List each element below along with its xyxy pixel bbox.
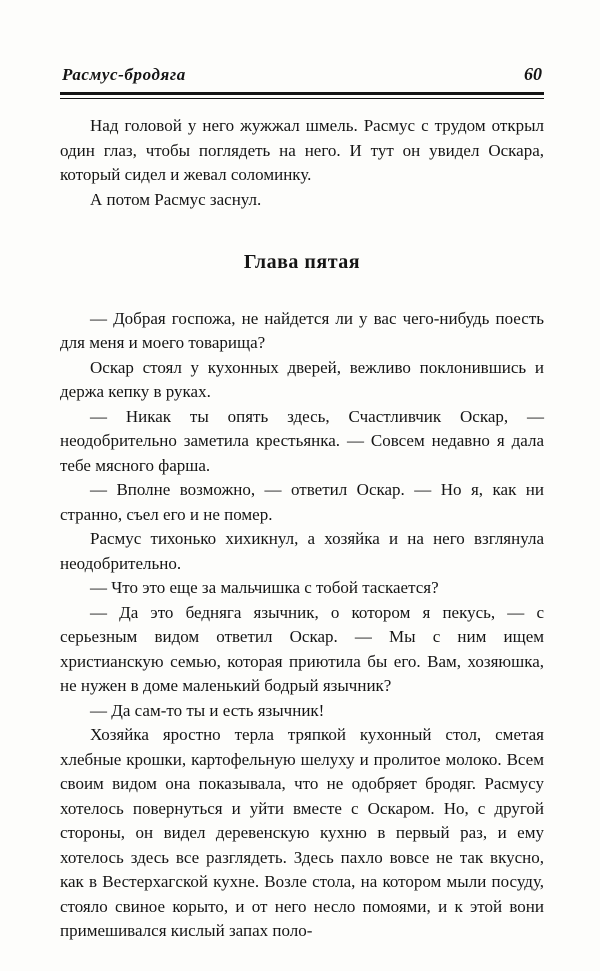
paragraph: Оскар стоял у кухонных дверей, вежливо поклонившись и держа кепку в руках.: [60, 357, 544, 401]
page-number: 60: [524, 64, 542, 84]
paragraph: — Что это еще за мальчишка с тобой таскается?: [90, 578, 439, 597]
page-header: [60, 64, 544, 92]
header-rule: [60, 92, 544, 99]
paragraph: — Да сам-то ты и есть язычник!: [90, 700, 325, 720]
chapter-heading: Глава пятая: [243, 251, 361, 273]
paragraph: — Добрая госпожа, не найдется ли у вас чего-нибудь поесть для меня и моего товарища?: [60, 308, 544, 352]
page-body: [60, 114, 544, 944]
paragraph: — Да это бедняга язычник, о котором я пекусь, — с серьезным видом ответил Оскар. — Мы с ним ищем христианскую семью, которая приютила бы его. Вам, хозяюшка, не нужен в доме маленький бодрый язычник?: [60, 602, 544, 695]
paragraph: А потом Расмус заснул.: [90, 189, 262, 209]
paragraph: Расмус тихонько хихикнул, а хозяйка и на него взглянула неодобрительно.: [60, 529, 544, 573]
paragraph: — Вполне возможно, — ответил Оскар. — Но я, как ни странно, съел его и не помер.: [60, 480, 544, 524]
paragraph: Над головой у него жужжал шмель. Расмус с трудом открыл один глаз, чтобы поглядеть на него. И тут он увидел Оскара, который сидел и жевал соломинку.: [60, 116, 544, 184]
running-title: Расмус-бродяга: [62, 65, 186, 84]
paragraph: Хозяйка яростно терла тряпкой кухонный стол, сметая хлебные крошки, картофельную шелуху и пролитое молоко. Всем своим видом она показывала, что не одобряет бродяг. Расмусу хотелось повернуться и уйти вместе с Оскаром. Но, с другой стороны, он видел деревенскую кухню в первый раз, и ему хотелось здесь все разглядеть. Здесь пахло вовсе не так вкусно, как в Вестерхагской кухне. Возле стола, на котором мыли посуду, стояло свиное корыто, и от него несло помоями, и к этой вони примешивался кислый запах поло-: [60, 725, 544, 940]
paragraph: — Никак ты опять здесь, Счастливчик Оскар, — неодобрительно заметила крестьянка. — Совсем недавно я дала тебе мясного фарша.: [60, 406, 544, 475]
